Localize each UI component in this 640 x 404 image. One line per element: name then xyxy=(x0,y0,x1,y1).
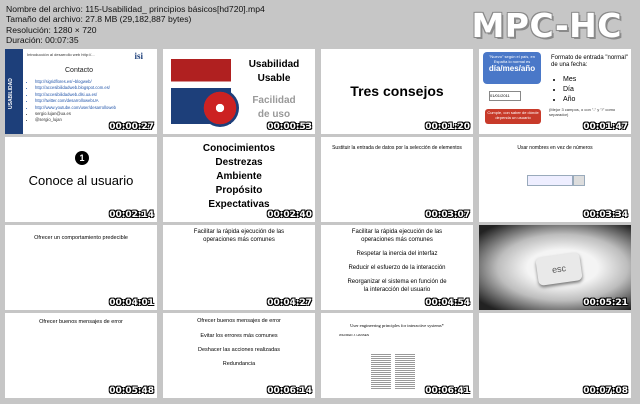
number-badge: 1 xyxy=(75,151,89,165)
slide-line: Conocimientos xyxy=(202,143,276,154)
slide-title: Contacto xyxy=(65,67,94,74)
thumbnail-9[interactable] xyxy=(5,225,157,310)
slide-line: Facilidad xyxy=(252,95,296,106)
slide-line: Propósito xyxy=(215,185,263,196)
tip-bubble xyxy=(483,52,541,84)
slide-header: Introducción al desarrollo web http://... xyxy=(27,52,95,57)
slide-line: Reducir el esfuerzo de la interacción xyxy=(348,265,446,271)
tip-bubble-bottom: Cumple, con saber de dónde dependa un usuario xyxy=(485,109,541,124)
slide-title: Conoce al usuario xyxy=(28,173,134,188)
timestamp: 00:04:54 xyxy=(425,298,470,308)
thumbnail-4[interactable] xyxy=(479,49,631,134)
contact-links xyxy=(29,79,116,124)
file-name: Nombre del archivo: 115-Usabilidad_ principios básicos[hd720].mp4 xyxy=(6,4,265,14)
slide-line: Respetar la inercia del interfaz xyxy=(356,251,438,257)
list-item: • @sergio_lujan xyxy=(35,117,116,123)
slide-line: Usable xyxy=(257,73,291,84)
slide-line: Deshacer las acciones realizadas xyxy=(198,347,280,353)
file-duration: Duración: 00:07:35 xyxy=(6,35,79,46)
university-logo: isi xyxy=(134,51,143,61)
file-resolution: Resolución: 1280 × 720 xyxy=(6,24,97,35)
list-item[interactable]: • http://accesibilidadweb.dlsi.ua.es/ xyxy=(35,92,116,98)
slide-line: operaciones más comunes xyxy=(361,237,433,243)
thumbnail-15[interactable] xyxy=(321,313,473,398)
timestamp: 00:04:27 xyxy=(267,298,312,308)
brand-logo: MPC-HC xyxy=(471,6,622,45)
timestamp: 00:03:07 xyxy=(425,210,470,220)
timestamp: 00:04:01 xyxy=(109,298,154,308)
thumbnail-13[interactable] xyxy=(5,313,157,398)
timestamp: 00:01:47 xyxy=(583,122,628,132)
timestamp: 00:05:48 xyxy=(109,386,154,396)
timestamp: 00:00:27 xyxy=(109,122,154,132)
format-title: Formato de entrada "normal" de una fecha: xyxy=(551,55,628,68)
thumbnail-11[interactable] xyxy=(321,225,473,310)
timestamp: 00:07:08 xyxy=(583,386,628,396)
thumbnail-5[interactable] xyxy=(5,137,157,222)
slide-line: Reorganizar el sistema en función de xyxy=(347,279,447,285)
slide-line: Facilitar la rápida ejecución de las xyxy=(193,229,285,235)
slide-line: de uso xyxy=(257,109,291,120)
slide-line: Redundancia xyxy=(222,361,256,367)
slide-title: Ofrecer un comportamiento predecible xyxy=(34,235,128,241)
slide-line: la interacción del usuario xyxy=(363,287,431,293)
list-item: • sergio.lujan@ua.es xyxy=(35,111,116,117)
slide-line: Destrezas xyxy=(215,157,263,168)
slide-line: operaciones más comunes xyxy=(203,237,275,243)
file-info xyxy=(6,4,265,46)
timestamp: 00:03:34 xyxy=(583,210,628,220)
list-item[interactable]: • http://sigridflores.es/~blogweb/ xyxy=(35,79,116,85)
thumbnail-8[interactable] xyxy=(479,137,631,222)
slide-line: Ambiente xyxy=(216,171,262,182)
timestamp: 00:02:40 xyxy=(267,210,312,220)
slide-line: Facilitar la rápida ejecución de las xyxy=(351,229,443,235)
timestamp: 00:06:41 xyxy=(425,386,470,396)
timestamp: 00:02:14 xyxy=(109,210,154,220)
date-field[interactable]: 01/01/2011 xyxy=(489,91,521,101)
timestamp: 00:06:14 xyxy=(267,386,312,396)
tip-format: día/mes/año xyxy=(488,64,536,73)
thumbnail-2[interactable] xyxy=(163,49,315,134)
list-item: • Mes xyxy=(563,75,576,85)
paper-author: WILFRED J. HANSEN xyxy=(339,333,370,337)
thumbnail-6[interactable] xyxy=(163,137,315,222)
list-item[interactable]: • http://accesibilidadweb.blogspot.com.es/ xyxy=(35,85,116,91)
format-note: (Mejor 3 campos, o con "-" y "/" como separador) xyxy=(549,107,616,117)
thumbnail-16[interactable] xyxy=(479,313,631,398)
list-item[interactable]: • http://twitter.com/desarrollowebUA xyxy=(35,98,116,104)
slide-line: Evitar los errores más comunes xyxy=(200,333,278,339)
list-item: • Día xyxy=(563,85,576,95)
thumbnail-1[interactable] xyxy=(5,49,157,134)
slide-title: Ofrecer buenos mensajes de error xyxy=(39,319,123,325)
slide-title: Sustituir la entrada de datos por la selección de elementos xyxy=(332,145,462,151)
slide-line: Usabilidad xyxy=(248,59,300,70)
thumbnail-3[interactable] xyxy=(321,49,473,134)
list-item: • Año xyxy=(563,95,576,105)
tip-text: "Nuevo" según el país, en España lo normal es xyxy=(489,54,535,64)
list-item[interactable]: • http://www.youtube.com/user/desarrolloweb xyxy=(35,105,116,111)
paper-column xyxy=(395,353,415,389)
timestamp: 00:05:21 xyxy=(583,298,628,308)
paper-title: User engineering principles for interactive systems* xyxy=(350,323,444,328)
timestamp: 00:00:53 xyxy=(267,122,312,132)
paper-column xyxy=(371,353,391,389)
timestamp: 00:01:20 xyxy=(425,122,470,132)
select-widget[interactable] xyxy=(573,175,585,186)
thumbnail-12[interactable] xyxy=(479,225,631,310)
format-list xyxy=(557,75,576,105)
thumbnail-14[interactable] xyxy=(163,313,315,398)
thumbnail-7[interactable] xyxy=(321,137,473,222)
slide-title: Tres consejos xyxy=(350,83,444,99)
slide-title: Usar nombres en vez de números xyxy=(517,145,593,151)
thumbnail-10[interactable] xyxy=(163,225,315,310)
slide-line: Ofrecer buenos mensajes de error xyxy=(197,318,281,324)
select-widget[interactable] xyxy=(527,175,573,186)
slide-line: Expectativas xyxy=(208,199,270,210)
file-size: Tamaño del archivo: 27.8 MB (29,182,887 bytes) xyxy=(6,14,192,25)
sidebar-label: USABILIDAD xyxy=(8,78,14,109)
key-label: esc xyxy=(551,263,567,275)
